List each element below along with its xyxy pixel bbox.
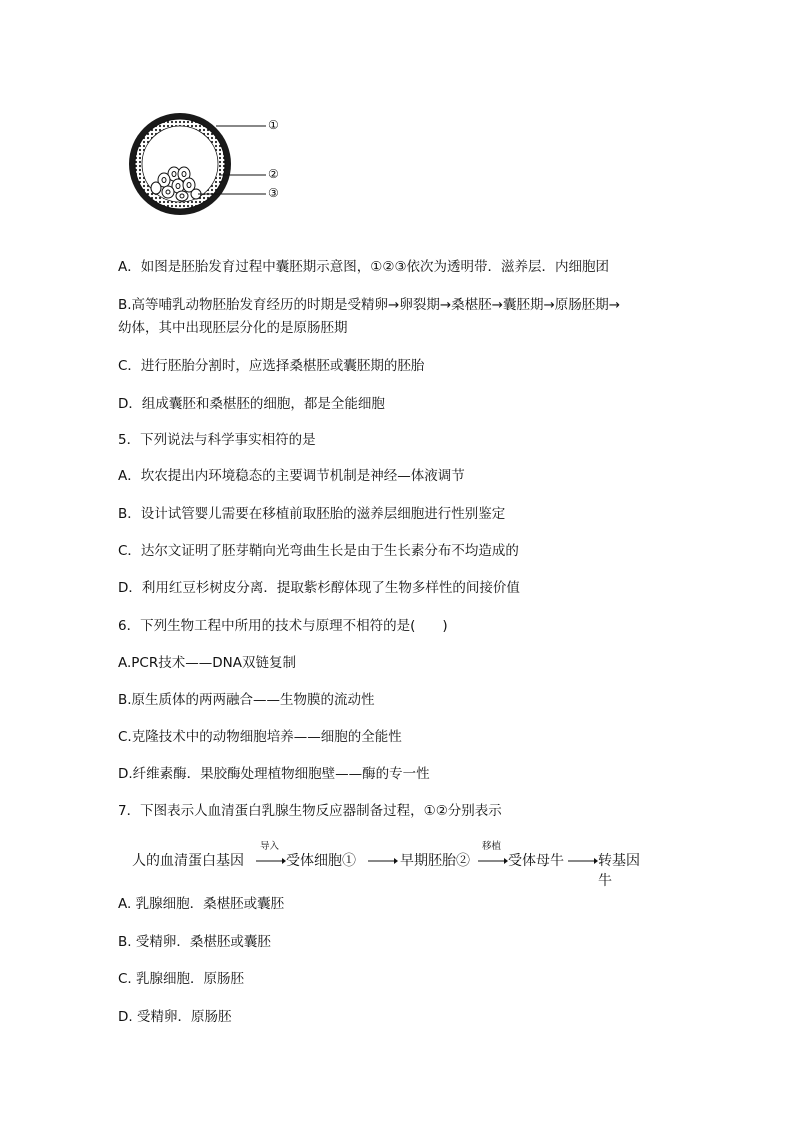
q5-stem: 5．下列说法与科学事实相符的是 <box>118 432 316 448</box>
flow-import-label: 导入 <box>260 841 280 852</box>
callout-label-3: ③ <box>268 186 279 200</box>
flow-arrow-3 <box>478 856 508 866</box>
flow-embryo: 早期胚胎② <box>400 853 470 869</box>
q7-option-c: C. 乳腺细胞．原肠胚 <box>118 971 245 987</box>
q5-option-a: A．坎农提出内环境稳态的主要调节机制是神经—体液调节 <box>118 468 465 484</box>
q6-option-b: B.原生质体的两两融合——生物膜的流动性 <box>118 692 375 708</box>
q6-option-d: D.纤维素酶．果胶酶处理植物细胞壁——酶的专一性 <box>118 766 430 782</box>
flow-arrow-4 <box>568 856 598 866</box>
flow-recipient: 受体细胞① <box>286 853 356 869</box>
flow-transplant-label: 移植 <box>482 841 502 852</box>
q6-option-a: A.PCR技术——DNA双链复制 <box>118 655 296 671</box>
q4-option-b-cont: 幼体，其中出现胚层分化的是原肠胚期 <box>118 320 348 336</box>
q5-option-c: C．达尔文证明了胚芽鞘向光弯曲生长是由于生长素分布不均造成的 <box>118 543 519 559</box>
q4-option-c: C．进行胚胎分割时，应选择桑椹胚或囊胚期的胚胎 <box>118 358 425 374</box>
flow-mother: 受体母牛 <box>508 853 564 869</box>
q6-option-c: C.克隆技术中的动物细胞培养——细胞的全能性 <box>118 729 402 745</box>
q7-option-d: D. 受精卵．原肠胚 <box>118 1009 232 1025</box>
flow-arrow-1 <box>256 856 286 866</box>
q6-stem: 6．下列生物工程中所用的技术与原理不相符的是( ) <box>118 618 448 634</box>
q4-option-d: D．组成囊胚和桑椹胚的细胞，都是全能细胞 <box>118 396 385 412</box>
q7-option-b: B. 受精卵．桑椹胚或囊胚 <box>118 934 271 950</box>
q7-flow-diagram <box>132 836 652 889</box>
flow-result: 转基因牛 <box>598 853 640 889</box>
q4-option-a: A．如图是胚胎发育过程中囊胚期示意图，①②③依次为透明带．滋养层．内细胞团 <box>118 259 610 275</box>
q4-option-b: B.高等哺乳动物胚胎发育经历的时期是受精卵→卵裂期→桑椹胚→囊胚期→原肠胚期→ <box>118 297 621 313</box>
q7-option-a: A. 乳腺细胞．桑椹胚或囊胚 <box>118 896 285 912</box>
q7-stem: 7．下图表示人血清蛋白乳腺生物反应器制备过程，①②分别表示 <box>118 803 502 819</box>
callout-label-1: ① <box>268 118 279 132</box>
q5-option-b: B．设计试管婴儿需要在移植前取胚胎的滋养层细胞进行性别鉴定 <box>118 506 506 522</box>
callout-label-2: ② <box>268 167 279 181</box>
q5-option-d: D．利用红豆杉树皮分离．提取紫杉醇体现了生物多样性的间接价值 <box>118 580 520 596</box>
flow-gene: 人的血清蛋白基因 <box>132 853 244 869</box>
flow-arrow-2 <box>368 856 398 866</box>
